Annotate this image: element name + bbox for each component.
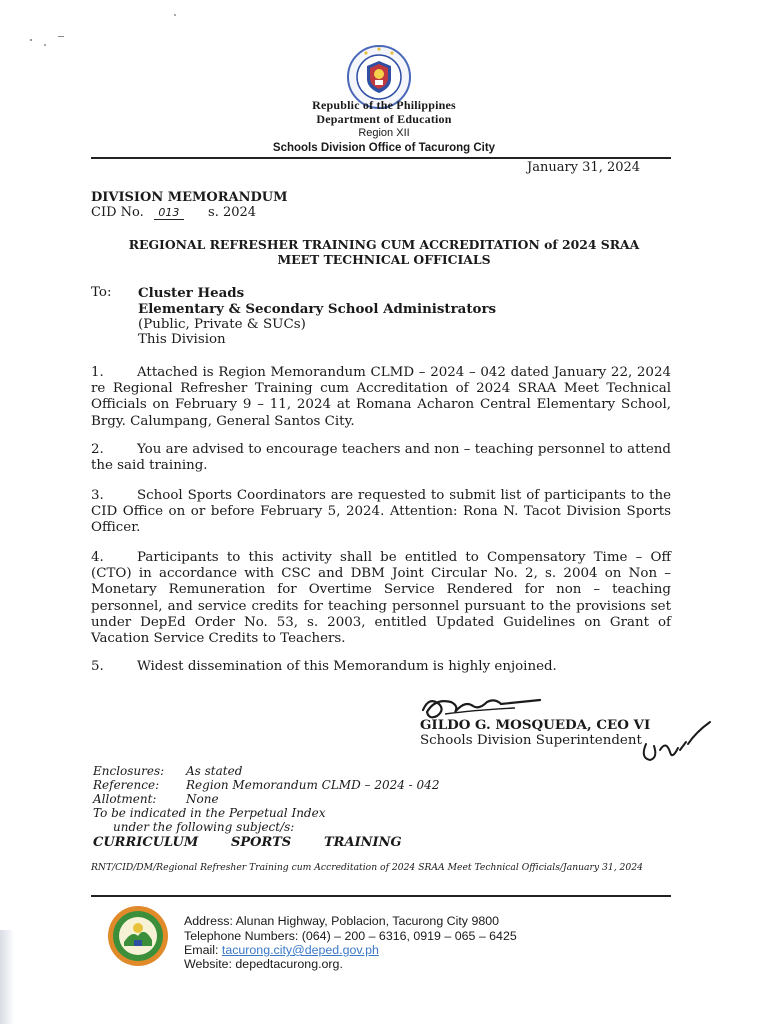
index-line2: under the following subject/s:: [113, 820, 295, 834]
cid-number: 013: [154, 206, 184, 220]
paragraph-number: 1.: [91, 365, 104, 380]
recipient-line1: Cluster Heads: [138, 285, 245, 301]
initials-icon: [636, 714, 716, 770]
allotment-label: Allotment:: [93, 792, 157, 806]
enclosures-label: Enclosures:: [93, 764, 165, 778]
footer-email-link[interactable]: tacurong.city@deped.gov.ph: [221, 943, 379, 957]
index-line1: To be indicated in the Perpetual Index: [93, 806, 326, 820]
memo-title-line2: MEET TECHNICAL OFFICIALS: [277, 252, 491, 267]
file-code: RNT/CID/DM/Regional Refresher Training cum Accreditation of 2024 SRAA Meet Technical Officials/January 31, 2024: [91, 862, 643, 873]
to-label: To:: [91, 285, 112, 300]
recipient-line3: (Public, Private & SUCs): [138, 317, 306, 332]
signatory-position: Schools Division Superintendent: [420, 733, 642, 748]
allotment-value: None: [186, 792, 219, 806]
scan-speck: [174, 14, 176, 16]
paragraph-2: [91, 442, 671, 474]
division-logo: [106, 904, 170, 968]
paragraph-text: You are advised to encourage teachers and non – teaching personnel to attend the said training.: [91, 442, 671, 474]
footer-rule: [91, 895, 671, 897]
scan-speck: [30, 39, 32, 41]
enclosures-value: As stated: [186, 764, 243, 778]
cid-series: s. 2024: [208, 205, 257, 220]
reference-value: Region Memorandum CLMD – 2024 - 042: [186, 778, 440, 792]
region-line: Region XII: [358, 127, 410, 139]
recipient-line2: Elementary & Secondary School Administrators: [138, 301, 497, 317]
footer-website: Website: depedtacurong.org.: [184, 957, 343, 971]
footer-email-label: Email:: [184, 943, 222, 957]
header-rule: [91, 157, 671, 159]
memo-type: DIVISION MEMORANDUM: [91, 190, 288, 205]
paragraph-text: School Sports Coordinators are requested to submit list of participants to the CID Office on or before February 5, 2024. Attention: Rona N. Tacot Division Sports Officer.: [91, 488, 671, 536]
memo-date: January 31, 2024: [527, 160, 641, 175]
scan-speck: [44, 44, 46, 46]
republic-line: Republic of the Philippines: [312, 98, 456, 112]
paragraph-3: [91, 488, 671, 537]
paragraph-4: [91, 550, 671, 647]
recipient-line4: This Division: [138, 332, 226, 347]
office-line: Schools Division Office of Tacurong City: [272, 142, 496, 154]
footer-email-line: [184, 943, 379, 957]
paragraph-number: 2.: [91, 442, 104, 457]
reference-label: Reference:: [93, 778, 160, 792]
paragraph-1: [91, 365, 671, 430]
subject-training: TRAINING: [324, 835, 402, 850]
paragraph-number: 4.: [91, 550, 104, 565]
department-line: Department of Education: [316, 112, 452, 126]
footer-address: Address: Alunan Highway, Poblacion, Tacurong City 9800: [184, 914, 500, 928]
paragraph-5: [91, 659, 671, 675]
cid-label: CID No.: [91, 205, 144, 220]
subject-sports: SPORTS: [231, 835, 292, 850]
paragraph-text: Participants to this activity shall be entitled to Compensatory Time – Off (CTO) in accordance with CSC and DBM Joint Circular No. 2, s. 2004 on Non – Monetary Remuneration for Overtime Service Rendered for non – teaching personnel, and service credits for teaching personnel pursuant to the provisions set under DepEd Order No. 53, s. 2003, entitled Updated Guidelines on Grant of Vacation Service Credits to Teachers.: [91, 550, 671, 647]
paragraph-text: Attached is Region Memorandum CLMD – 2024 – 042 dated January 22, 2024 re Regional Refresher Training cum Accreditation of 2024 SRAA Meet Technical Officials on February 9 – 11, 2024 at Romana Acharon Central Elementary School, Brgy. Calumpang, General Santos City.: [91, 365, 671, 429]
scan-edge-shadow: [0, 930, 14, 1024]
paragraph-number: 3.: [91, 488, 104, 503]
signatory-name: GILDO G. MOSQUEDA, CEO VI: [420, 717, 651, 733]
initials-mark: [636, 714, 716, 770]
footer-telephone: Telephone Numbers: (064) – 200 – 6316, 0919 – 065 – 6425: [184, 929, 517, 943]
subject-curriculum: CURRICULUM: [93, 835, 199, 850]
cid-line: [91, 205, 256, 220]
paragraph-number: 5.: [91, 659, 104, 674]
memo-title-line1: REGIONAL REFRESHER TRAINING CUM ACCREDITATION of 2024 SRAA: [128, 237, 640, 252]
division-logo-icon: [106, 904, 170, 968]
paragraph-text: Widest dissemination of this Memorandum is highly enjoined.: [137, 659, 557, 674]
scan-speck: [58, 36, 64, 37]
